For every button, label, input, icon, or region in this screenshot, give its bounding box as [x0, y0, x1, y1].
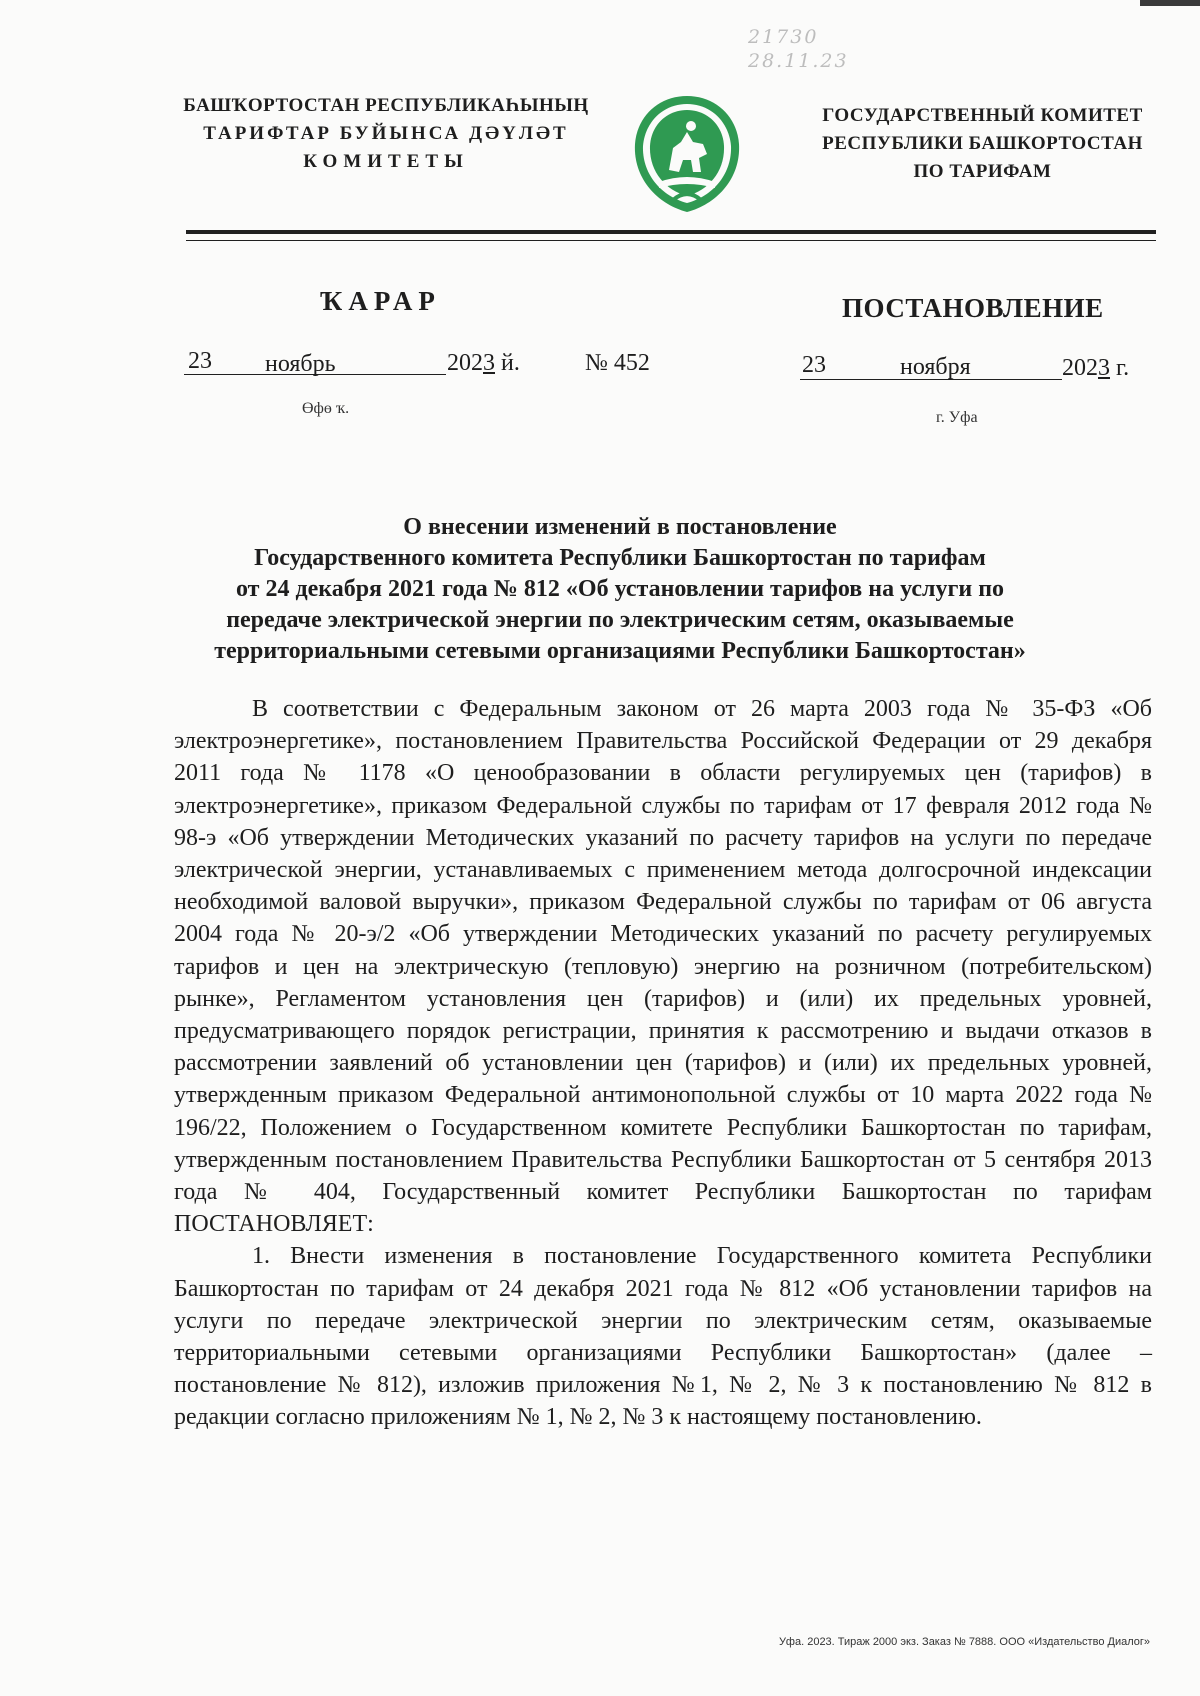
- date-russian-day: 23: [802, 352, 826, 378]
- date-bashkir-year-digit: 3: [483, 350, 495, 376]
- document-title-line: Государственного комитета Республики Башкортостан по тарифам: [254, 545, 986, 571]
- document-title-line: территориальными сетевыми организациями Республики Башкортостан»: [214, 638, 1026, 664]
- date-russian-year-prefix: 202: [1062, 355, 1098, 381]
- header-russian-line: ПО ТАРИФАМ: [913, 161, 1052, 182]
- date-russian-year: [1062, 355, 1129, 382]
- date-russian-year-suffix: г.: [1110, 355, 1130, 381]
- date-bashkir-year: [447, 350, 520, 377]
- date-bashkir-month: ноябрь: [265, 351, 336, 377]
- date-russian-year-digit: 3: [1098, 355, 1110, 381]
- place-bashkir: Өфө ҡ.: [302, 400, 350, 417]
- handwritten-note-line: 28.11.23: [748, 50, 849, 72]
- doc-type-bashkir: ҠАРАР: [320, 286, 441, 316]
- scan-edge-mark: [1140, 0, 1200, 6]
- document-title: [160, 512, 1080, 667]
- document-title-line: от 24 декабря 2021 года № 812 «Об установлении тарифов на услуги по: [235, 576, 1005, 602]
- body-paragraph: 1. Внести изменения в постановление Государственного комитета Республики Башкортостан по тарифам от 24 декабря 2021 года № 812 «Об установлении тарифов на услуги по передаче электрической энергии по электрическим сетям, оказываемые территориальными сетевыми организациями Республики Башкортостан» (далее – постановление № 812), изложив приложения №1, № 2, № 3 к постановлению № 812 в редакции согласно приложениям № 1, № 2, № 3 к настоящему постановлению.: [174, 1243, 1152, 1431]
- document-body: [174, 693, 1152, 1434]
- date-russian-month: ноября: [900, 354, 971, 380]
- header-divider-thin: [186, 240, 1156, 241]
- date-bashkir-day: 23: [188, 348, 212, 374]
- place-russian: г. Уфа: [936, 409, 978, 426]
- handwritten-note-line: 21730: [748, 26, 819, 48]
- document-title-line: О внесении изменений в постановление: [403, 514, 837, 540]
- header-bashkir-line: КОМИТЕТЫ: [303, 151, 469, 172]
- header-russian: [795, 102, 1170, 186]
- print-footer: Уфа. 2023. Тираж 2000 экз. Заказ № 7888. ООО «Издательство Диалог»: [778, 1636, 1150, 1648]
- header-russian-line: РЕСПУБЛИКИ БАШКОРТОСТАН: [822, 133, 1143, 154]
- document-title-line: передаче электрической энергии по электрическим сетям, оказываемые: [226, 607, 1014, 633]
- doc-type-russian: ПОСТАНОВЛЕНИЕ: [842, 293, 1104, 323]
- header-bashkir: [176, 92, 596, 176]
- date-bashkir-year-prefix: 202: [447, 350, 483, 376]
- handwritten-note: [748, 26, 849, 72]
- header-divider-thick: [186, 230, 1156, 234]
- body-paragraph: В соответствии с Федеральным законом от 26 марта 2003 года № 35-ФЗ «Об электроэнергетике», постановлением Правительства Российской Федерации от 29 декабря 2011 года № 1178 «О ценообразовании в области регулируемых цен (тарифов) в электроэнергетике», приказом Федеральной службы по тарифам от 17 февраля 2012 года № 98-э «Об утверждении Методических указаний по расчету тарифов на услуги по передаче электрической энергии, устанавливаемых с применением метода долгосрочной индексации необходимой валовой выручки», приказом Федеральной службы по тарифам от 06 августа 2004 года № 20-э/2 «Об утверждении Методических указаний по расчету регулируемых тарифов и цен на электрическую (тепловую) энергию на розничном (потребительском) рынке», Регламентом установления цен (тарифов) и (или) их предельных уровней, предусматривающего порядок регистрации, принятия к рассмотрению и выдачи отказов в рассмотрении заявлений об установлении цен (тарифов) и (или) их предельных уровней, утвержденным приказом Федеральной антимонопольной службы от 10 марта 2022 года № 196/22, Положением о Государственном комитете Республики Башкортостан по тарифам, утвержденным постановлением Правительства Республики Башкортостан от 5 сентября 2013 года № 404, Государственный комитет Республики Башкортостан по тарифам ПОСТАНОВЛЯЕТ:: [174, 696, 1152, 1238]
- date-bashkir-year-suffix: й.: [495, 350, 520, 376]
- coat-of-arms-icon: [629, 92, 745, 216]
- header-russian-line: ГОСУДАРСТВЕННЫЙ КОМИТЕТ: [822, 105, 1143, 126]
- document-number: № 452: [585, 350, 650, 376]
- header-bashkir-line: БАШҠОРТОСТАН РЕСПУБЛИКАҺЫНЫҢ: [183, 95, 589, 116]
- header-bashkir-line: ТАРИФТАР БУЙЫНСА ДӘҮЛӘТ: [203, 123, 569, 144]
